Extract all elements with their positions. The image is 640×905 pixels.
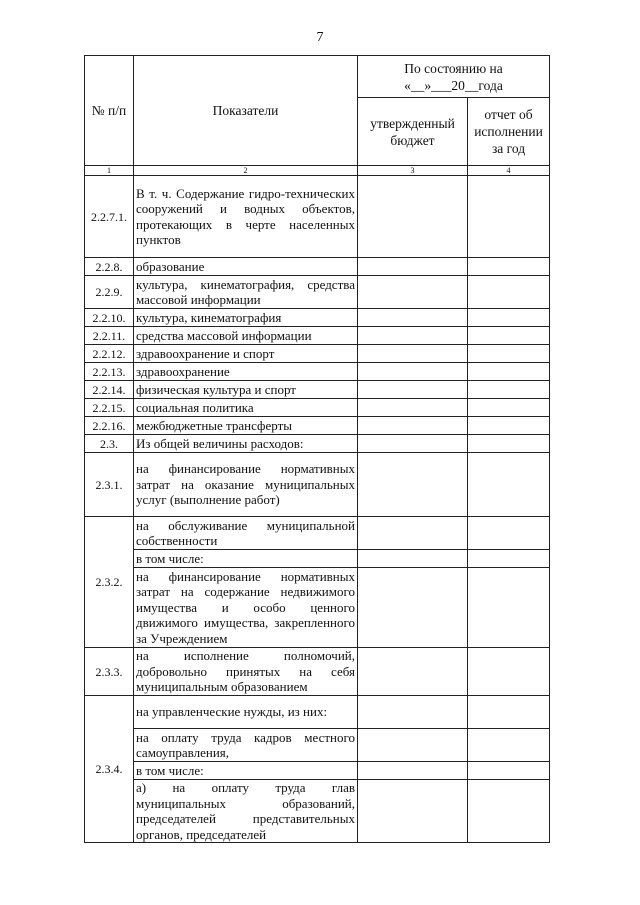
row-indicator: физическая культура и спорт — [134, 381, 358, 399]
approved-budget-cell — [358, 568, 468, 648]
table-row — [85, 762, 550, 780]
row-number: 2.2.12. — [85, 345, 134, 363]
header-indicators: Показатели — [134, 56, 358, 166]
execution-report-cell — [468, 453, 550, 517]
row-number: 2.2.14. — [85, 381, 134, 399]
execution-report-cell — [468, 276, 550, 309]
table-row — [85, 309, 550, 327]
approved-budget-cell — [358, 363, 468, 381]
row-number: 2.2.15. — [85, 399, 134, 417]
approved-budget-cell — [358, 381, 468, 399]
table-row — [85, 363, 550, 381]
row-number: 2.3.3. — [85, 648, 134, 696]
header-number: № п/п — [85, 56, 134, 166]
column-number: 4 — [468, 166, 550, 176]
execution-report-cell — [468, 729, 550, 762]
execution-report-cell — [468, 762, 550, 780]
table-row — [85, 729, 550, 762]
execution-report-cell — [468, 568, 550, 648]
row-number: 2.3.1. — [85, 453, 134, 517]
row-indicator: межбюджетные трансферты — [134, 417, 358, 435]
column-number: 3 — [358, 166, 468, 176]
column-number: 1 — [85, 166, 134, 176]
row-number: 2.2.13. — [85, 363, 134, 381]
table-row — [85, 176, 550, 258]
execution-report-cell — [468, 363, 550, 381]
header-state-as-of: По состоянию на «__»___20__года — [358, 56, 550, 98]
header-approved-budget: утвержденный бюджет — [358, 98, 468, 166]
row-indicator: в том числе: — [134, 762, 358, 780]
execution-report-cell — [468, 258, 550, 276]
column-number: 2 — [134, 166, 358, 176]
approved-budget-cell — [358, 550, 468, 568]
row-indicator: средства массовой информации — [134, 327, 358, 345]
row-indicator: культура, кинематография, средства массовой информации — [134, 276, 358, 309]
approved-budget-cell — [358, 345, 468, 363]
approved-budget-cell — [358, 276, 468, 309]
execution-report-cell — [468, 435, 550, 453]
table-row — [85, 568, 550, 648]
execution-report-cell — [468, 399, 550, 417]
report-table — [84, 55, 550, 843]
table-row — [85, 258, 550, 276]
approved-budget-cell — [358, 517, 468, 550]
table-row — [85, 435, 550, 453]
table-row — [85, 648, 550, 696]
approved-budget-cell — [358, 327, 468, 345]
approved-budget-cell — [358, 780, 468, 843]
table-row — [85, 381, 550, 399]
table-row — [85, 696, 550, 729]
execution-report-cell — [468, 381, 550, 399]
table-row — [85, 345, 550, 363]
row-number: 2.2.9. — [85, 276, 134, 309]
row-indicator: на исполнение полномочий, добровольно принятых на себя муниципальным образованием — [134, 648, 358, 696]
table-row — [85, 276, 550, 309]
header-execution-report: отчет об исполнении за год — [468, 98, 550, 166]
table-row — [85, 399, 550, 417]
approved-budget-cell — [358, 762, 468, 780]
row-indicator: на управленческие нужды, из них: — [134, 696, 358, 729]
execution-report-cell — [468, 417, 550, 435]
row-indicator: здравоохранение и спорт — [134, 345, 358, 363]
approved-budget-cell — [358, 399, 468, 417]
row-indicator: здравоохранение — [134, 363, 358, 381]
row-indicator: а) на оплату труда глав муниципальных образований, председателей представительных органов, председателей — [134, 780, 358, 843]
table-row — [85, 417, 550, 435]
execution-report-cell — [468, 648, 550, 696]
row-indicator: образование — [134, 258, 358, 276]
row-number: 2.2.10. — [85, 309, 134, 327]
row-indicator: на обслуживание муниципальной собственности — [134, 517, 358, 550]
row-number: 2.2.11. — [85, 327, 134, 345]
row-number: 2.2.8. — [85, 258, 134, 276]
approved-budget-cell — [358, 648, 468, 696]
approved-budget-cell — [358, 176, 468, 258]
page-number: 7 — [316, 30, 324, 45]
execution-report-cell — [468, 780, 550, 843]
row-indicator: на финансирование нормативных затрат на оказание муниципальных услуг (выполнение работ) — [134, 453, 358, 517]
approved-budget-cell — [358, 435, 468, 453]
row-indicator: на оплату труда кадров местного самоуправления, — [134, 729, 358, 762]
execution-report-cell — [468, 309, 550, 327]
approved-budget-cell — [358, 696, 468, 729]
table-row — [85, 517, 550, 550]
row-number: 2.2.7.1. — [85, 176, 134, 258]
table-row — [85, 550, 550, 568]
execution-report-cell — [468, 327, 550, 345]
execution-report-cell — [468, 517, 550, 550]
table-row — [85, 327, 550, 345]
row-indicator: на финансирование нормативных затрат на содержание недвижимого имущества и особо ценного движимого имущества, закрепленного за Учреждением — [134, 568, 358, 648]
table-row — [85, 453, 550, 517]
row-indicator: в том числе: — [134, 550, 358, 568]
row-indicator: В т. ч. Содержание гидро-технических сооружений и водных объектов, протекающих в черте населенных пунктов — [134, 176, 358, 258]
approved-budget-cell — [358, 258, 468, 276]
execution-report-cell — [468, 345, 550, 363]
table-row — [85, 780, 550, 843]
row-indicator: культура, кинематография — [134, 309, 358, 327]
row-number: 2.3.2. — [85, 517, 134, 648]
approved-budget-cell — [358, 729, 468, 762]
row-indicator: Из общей величины расходов: — [134, 435, 358, 453]
row-number: 2.2.16. — [85, 417, 134, 435]
row-number: 2.3. — [85, 435, 134, 453]
approved-budget-cell — [358, 309, 468, 327]
execution-report-cell — [468, 176, 550, 258]
execution-report-cell — [468, 696, 550, 729]
row-indicator: социальная политика — [134, 399, 358, 417]
execution-report-cell — [468, 550, 550, 568]
column-number-row — [85, 166, 550, 176]
approved-budget-cell — [358, 417, 468, 435]
approved-budget-cell — [358, 453, 468, 517]
row-number: 2.3.4. — [85, 696, 134, 843]
